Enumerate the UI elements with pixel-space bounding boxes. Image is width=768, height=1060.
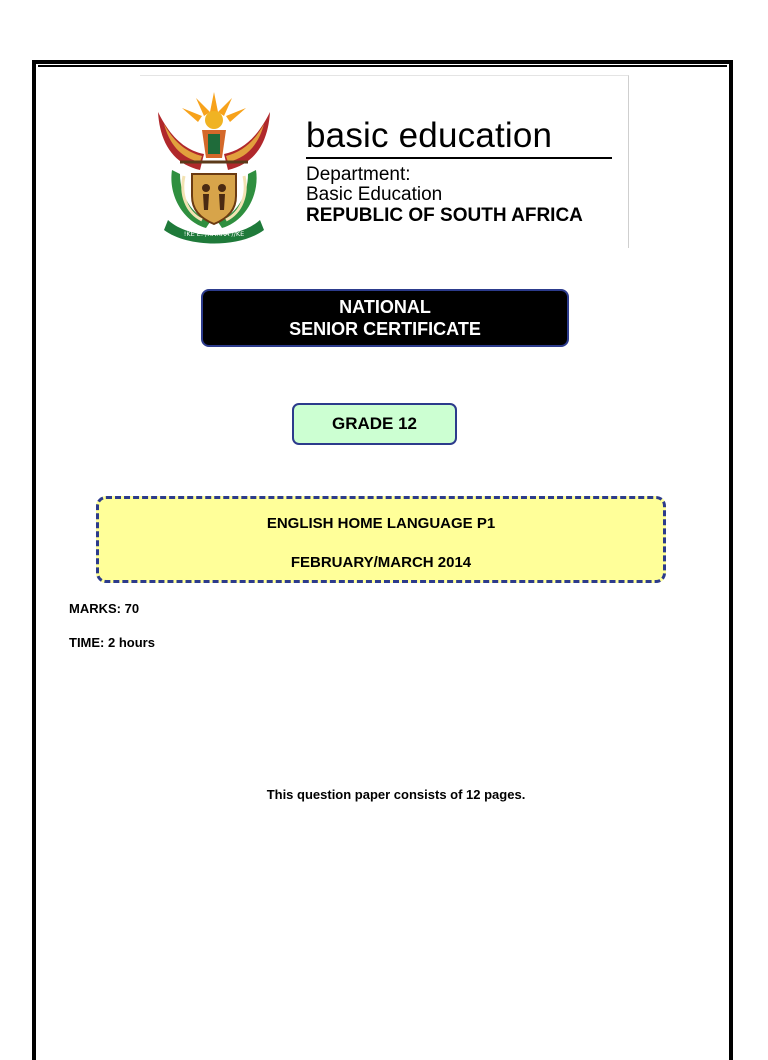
grade-label: GRADE 12 — [331, 414, 418, 433]
coat-of-arms-icon — [150, 84, 278, 244]
brand-title: basic education — [306, 116, 553, 155]
time-label: TIME: 2 hours — [69, 635, 155, 650]
country-name: REPUBLIC OF SOUTH AFRICA — [306, 205, 583, 226]
certificate-line-2: SENIOR CERTIFICATE — [289, 319, 481, 339]
motto-text: !KE E: /XARRA //KE — [183, 230, 245, 238]
subject-panel — [96, 496, 666, 583]
certificate-line-1: NATIONAL — [339, 297, 431, 317]
grade-badge — [292, 403, 457, 445]
brand-divider — [306, 157, 612, 159]
department-label: Department: — [306, 164, 411, 185]
exam-session: FEBRUARY/MARCH 2014 — [290, 554, 472, 571]
department-logo — [140, 75, 629, 248]
page-count-note: This question paper consists of 12 pages. — [266, 787, 526, 802]
subject-name: ENGLISH HOME LANGUAGE P1 — [266, 515, 496, 532]
marks-label: MARKS: 70 — [69, 601, 140, 616]
department-name: Basic Education — [306, 184, 443, 205]
certificate-banner — [201, 289, 569, 347]
